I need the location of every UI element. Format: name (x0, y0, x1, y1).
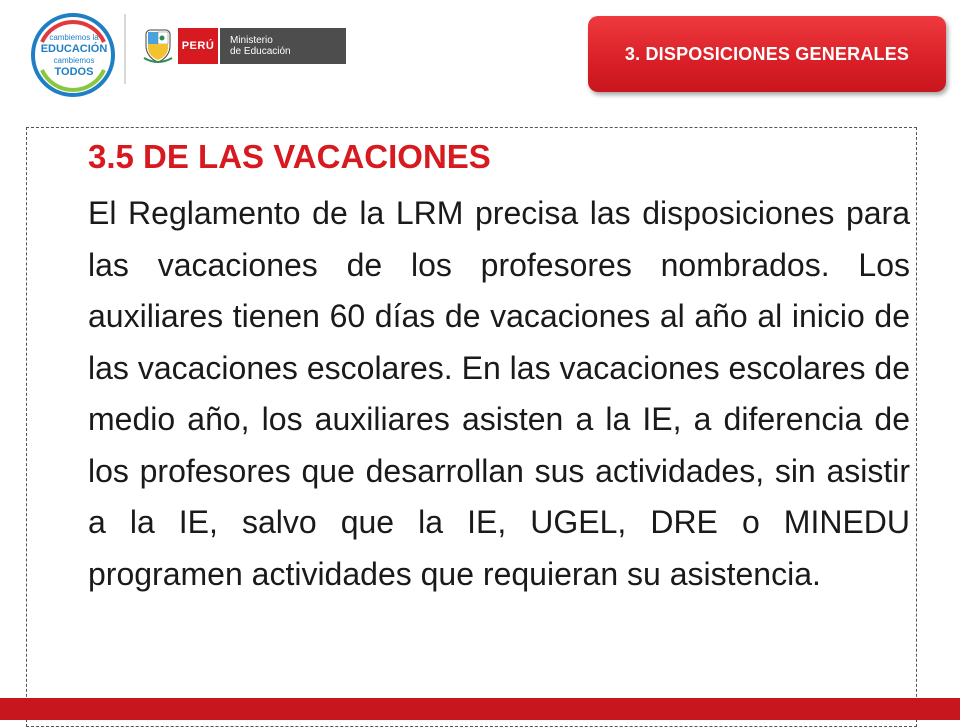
footer-bar (0, 698, 960, 720)
content-body: El Reglamento de la LRM precisa las disposiciones para las vacaciones de los profesores nombrados. Los auxiliares tienen 60 días de vacaciones al año al inicio de las vacaciones escolares. En las vacaciones escolares de medio año, los auxiliares asisten a la IE, a diferencia de los profesores que desarrollan sus actividades, sin asistir a la IE, salvo que la IE, UGEL, DRE o MINEDU programen actividades que requieran su asistencia. (88, 195, 910, 592)
campaign-logo-line1: cambiemos la (49, 33, 99, 42)
campaign-logo (30, 12, 116, 98)
content-title: 3.5 DE LAS VACACIONES (88, 138, 491, 175)
peru-label: PERÚ (178, 28, 218, 64)
ministry-label-line2: de Educación (230, 46, 291, 57)
campaign-logo-line4: TODOS (54, 66, 94, 78)
header-divider (124, 14, 126, 84)
ministry-label (218, 28, 346, 64)
ministry-logo (142, 28, 346, 64)
campaign-logo-line2: EDUCACIÓN (40, 43, 108, 55)
section-badge: 3. DISPOSICIONES GENERALES (588, 16, 946, 92)
ministry-label-line1: Ministerio (230, 35, 273, 46)
campaign-logo-line3: cambiemos (53, 56, 95, 65)
coat-of-arms-icon (142, 28, 174, 64)
